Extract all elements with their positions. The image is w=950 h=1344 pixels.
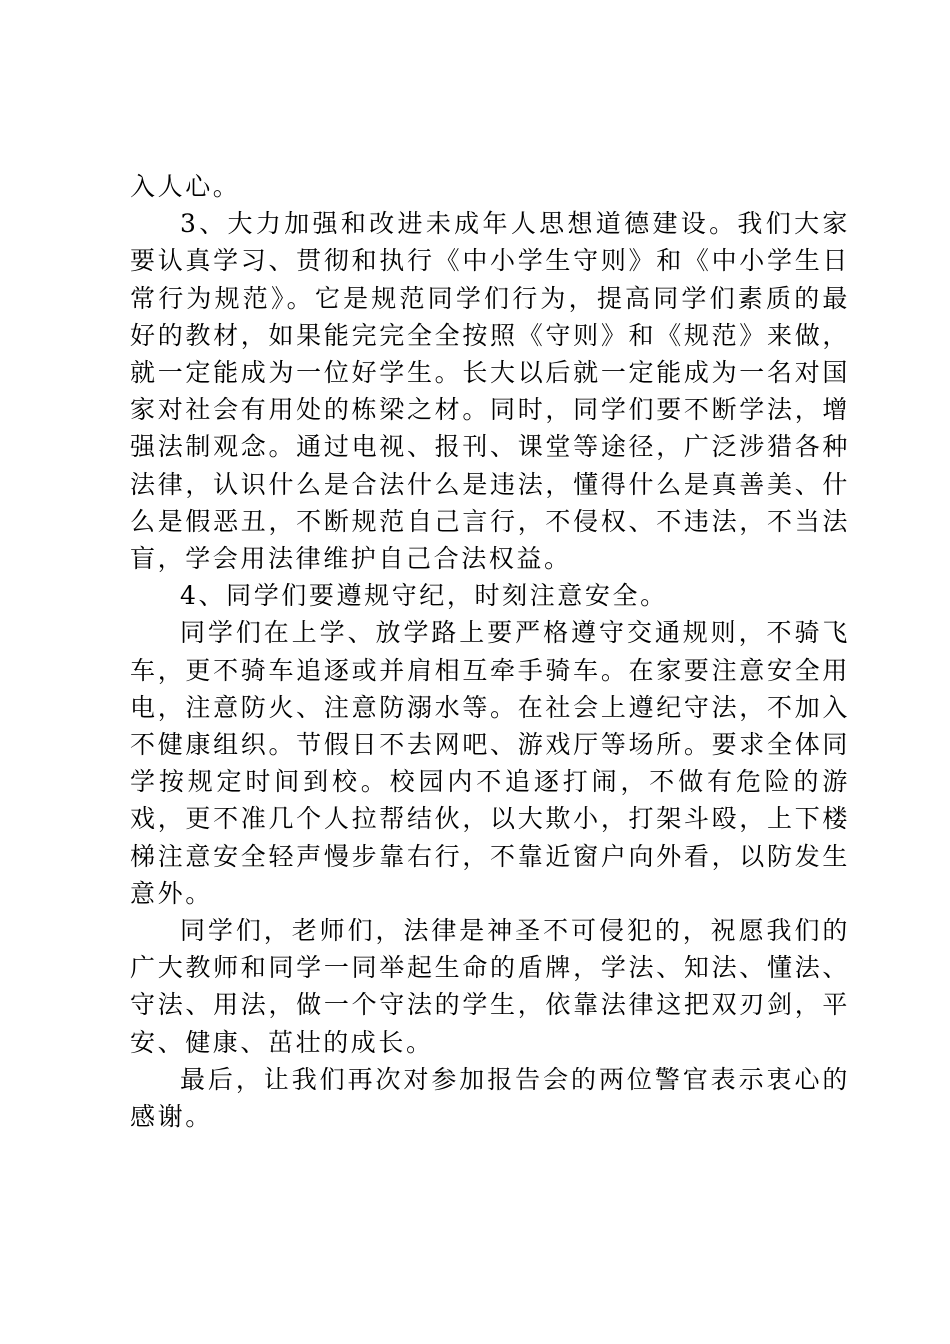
paragraph-continuation: 入人心。 <box>130 172 241 201</box>
document-body <box>130 168 850 1135</box>
paragraph-safety-rules: 同学们在上学、放学路上要严格遵守交通规则，不骑飞车，更不骑车追逐或并肩相互牵手骑车。在家要注意安全用电，注意防火、注意防溺水等。在社会上遵纪守法，不加入不健康组织。节假日不去网吧、游戏厅等场所。要求全体同学按规定时间到校。校园内不追逐打闹，不做有危险的游戏，更不准几个人拉帮结伙，以大欺小，打架斗殴，上下楼梯注意安全轻声慢步靠右行，不靠近窗户向外看，以防发生意外。 <box>130 618 850 908</box>
paragraph-section-3: 3、大力加强和改进未成年人思想道德建设。我们大家要认真学习、贯彻和执行《中小学生守则》和《中小学生日常行为规范》。它是规范同学们行为，提高同学们素质的最好的教材，如果能完完全全按照《守则》和《规范》来做，就一定能成为一位好学生。长大以后就一定能成为一名对国家对社会有用处的栋梁之材。同时，同学们要不断学法，增强法制观念。通过电视、报刊、课堂等途径，广泛涉猎各种法律，认识什么是合法什么是违法，懂得什么是真善美、什么是假恶丑，不断规范自己言行，不侵权、不违法，不当法盲，学会用法律维护自己合法权益。 <box>130 209 850 574</box>
paragraph-final-thanks: 最后，让我们再次对参加报告会的两位警官表示衷心的感谢。 <box>130 1064 850 1132</box>
paragraph-closing-wishes: 同学们，老师们，法律是神圣不可侵犯的，祝愿我们的广大教师和同学一同举起生命的盾牌，学法、知法、懂法、守法、用法，做一个守法的学生，依靠法律这把双刃剑，平安、健康、茁壮的成长。 <box>130 916 850 1057</box>
paragraph-section-4-heading: 4、同学们要遵规守纪，时刻注意安全。 <box>180 581 668 611</box>
